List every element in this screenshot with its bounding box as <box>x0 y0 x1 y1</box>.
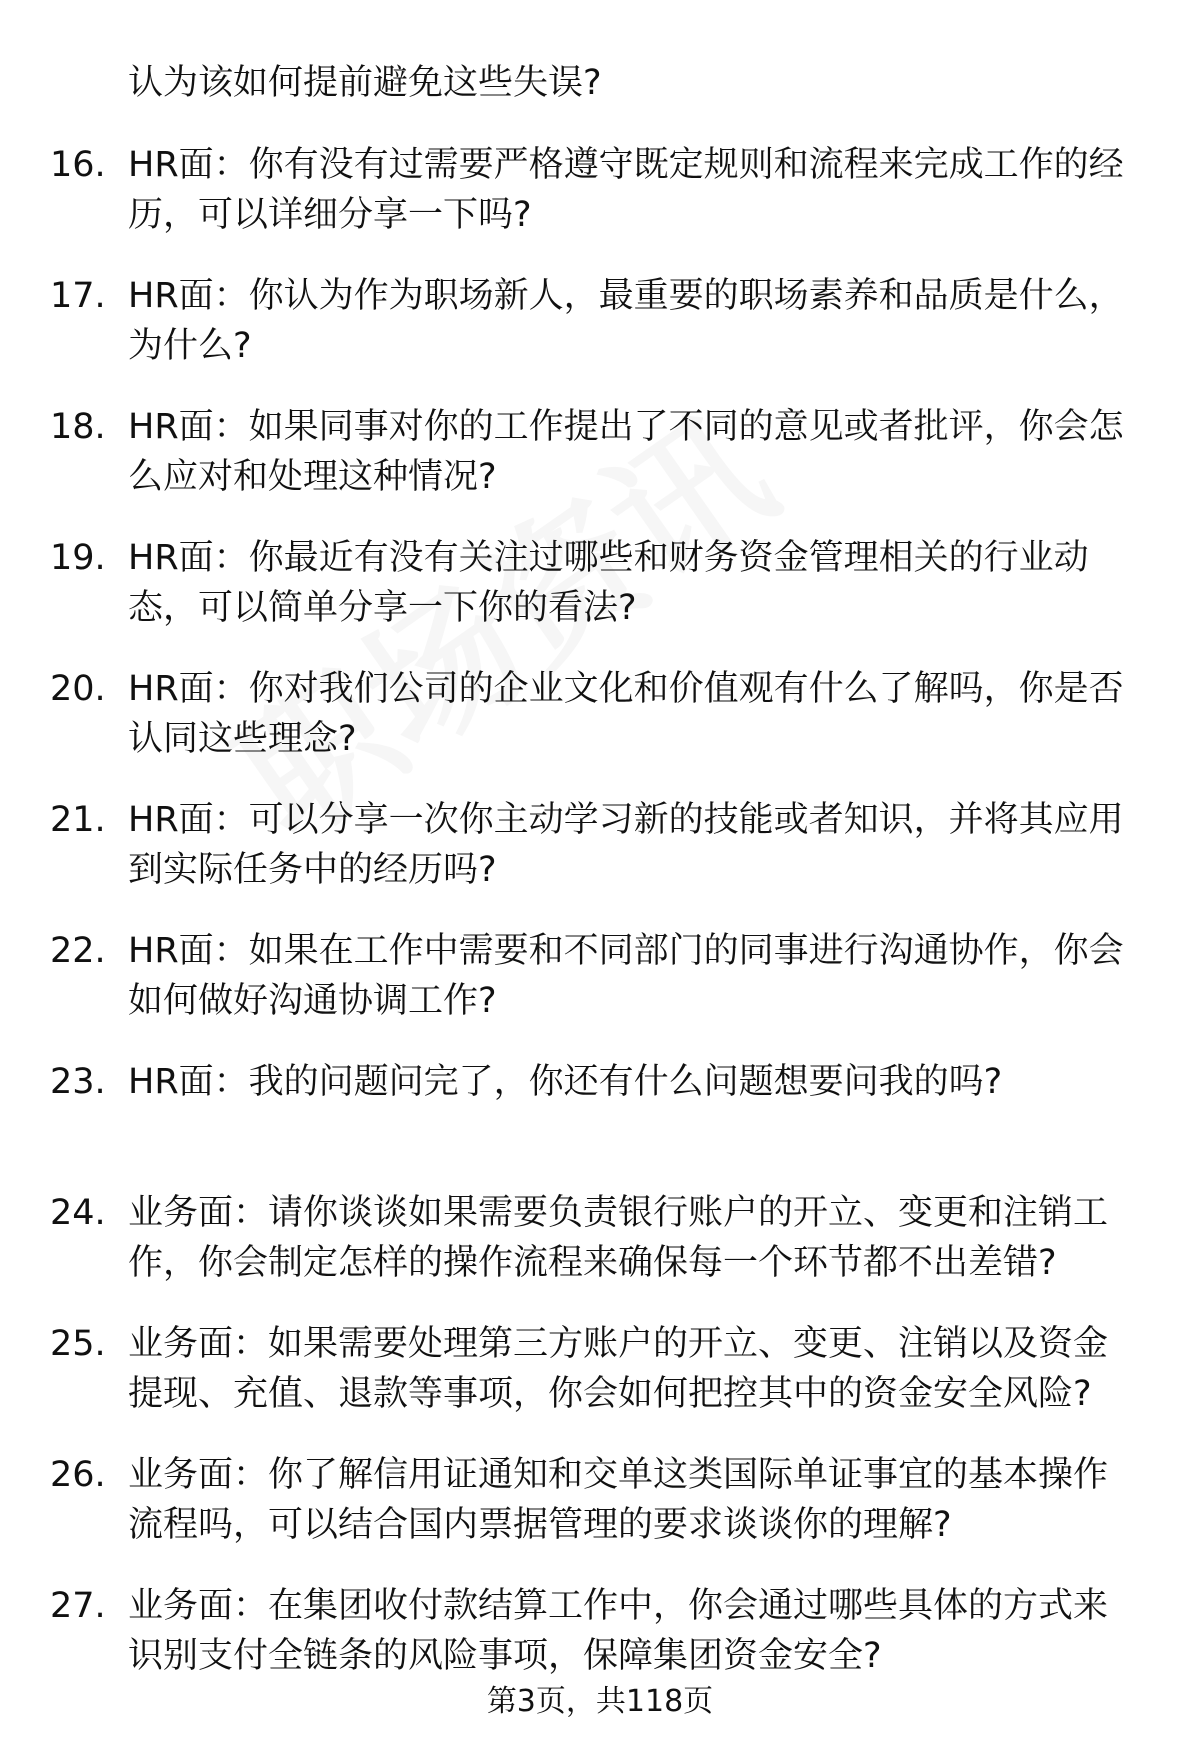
question-item <box>50 1057 1160 1188</box>
question-number: 23. <box>50 1062 106 1102</box>
question-line: HR面：如果在工作中需要和不同部门的同事进行沟通协作，你会 <box>128 931 1124 971</box>
question-text <box>128 271 1160 371</box>
question-item <box>50 402 1160 533</box>
question-number: 25. <box>50 1324 106 1364</box>
question-item <box>50 1450 1160 1581</box>
question-text <box>128 1057 1160 1107</box>
question-line: 业务面：你了解信用证通知和交单这类国际单证事宜的基本操作 <box>128 1455 1109 1495</box>
question-line: 历，可以详细分享一下吗? <box>128 195 532 235</box>
question-number: 26. <box>50 1455 106 1495</box>
question-line: 业务面：请你谈谈如果需要负责银行账户的开立、变更和注销工 <box>128 1193 1109 1233</box>
question-line: 提现、充值、退款等事项，你会如何把控其中的资金安全风险? <box>128 1374 1092 1414</box>
question-text <box>128 140 1160 240</box>
question-text <box>128 1188 1160 1288</box>
question-number: 19. <box>50 538 106 578</box>
question-item <box>50 533 1160 664</box>
question-number: 27. <box>50 1586 106 1626</box>
question-item <box>50 1188 1160 1319</box>
question-line: HR面：如果同事对你的工作提出了不同的意见或者批评，你会怎 <box>128 407 1124 447</box>
continuation-line: 认为该如何提前避免这些失误? <box>128 63 602 103</box>
question-text <box>128 926 1160 1026</box>
question-number: 17. <box>50 276 106 316</box>
question-line: HR面：你最近有没有关注过哪些和财务资金管理相关的行业动 <box>128 538 1089 578</box>
question-line: 业务面：如果需要处理第三方账户的开立、变更、注销以及资金 <box>128 1324 1109 1364</box>
question-item <box>50 926 1160 1057</box>
question-line: 认同这些理念? <box>128 719 357 759</box>
question-line: HR面：我的问题问完了，你还有什么问题想要问我的吗? <box>128 1062 1003 1102</box>
question-number: 22. <box>50 931 106 971</box>
page-footer: 第3页，共118页 <box>486 1684 714 1719</box>
question-number: 20. <box>50 669 106 709</box>
question-line: 态，可以简单分享一下你的看法? <box>128 588 637 628</box>
question-item <box>50 664 1160 795</box>
question-text <box>128 1450 1160 1550</box>
question-item <box>50 1319 1160 1450</box>
question-text <box>128 664 1160 764</box>
question-line: 作，你会制定怎样的操作流程来确保每一个环节都不出差错? <box>128 1243 1057 1283</box>
question-text <box>128 1581 1160 1681</box>
question-number: 24. <box>50 1193 106 1233</box>
question-text <box>128 795 1160 895</box>
question-line: HR面：你认为作为职场新人，最重要的职场素养和品质是什么， <box>128 276 1124 316</box>
question-text <box>128 402 1160 502</box>
question-line: HR面：你有没有过需要严格遵守既定规则和流程来完成工作的经 <box>128 145 1124 185</box>
question-number: 16. <box>50 145 106 185</box>
question-line: HR面：你对我们公司的企业文化和价值观有什么了解吗，你是否 <box>128 669 1124 709</box>
question-line: 业务面：在集团收付款结算工作中，你会通过哪些具体的方式来 <box>128 1586 1109 1626</box>
question-line: 为什么? <box>128 326 252 366</box>
question-item <box>50 795 1160 926</box>
question-text <box>128 1319 1160 1419</box>
question-text <box>128 533 1160 633</box>
question-line: HR面：可以分享一次你主动学习新的技能或者知识，并将其应用 <box>128 800 1124 840</box>
question-line: 流程吗，可以结合国内票据管理的要求谈谈你的理解? <box>128 1505 952 1545</box>
question-number: 18. <box>50 407 106 447</box>
question-list <box>50 140 1160 1712</box>
question-line: 如何做好沟通协调工作? <box>128 981 497 1021</box>
question-line: 么应对和处理这种情况? <box>128 457 497 497</box>
question-line: 到实际任务中的经历吗? <box>128 850 497 890</box>
question-item <box>50 271 1160 402</box>
question-line: 识别支付全链条的风险事项，保障集团资金安全? <box>128 1636 882 1676</box>
question-item <box>50 140 1160 271</box>
question-number: 21. <box>50 800 106 840</box>
